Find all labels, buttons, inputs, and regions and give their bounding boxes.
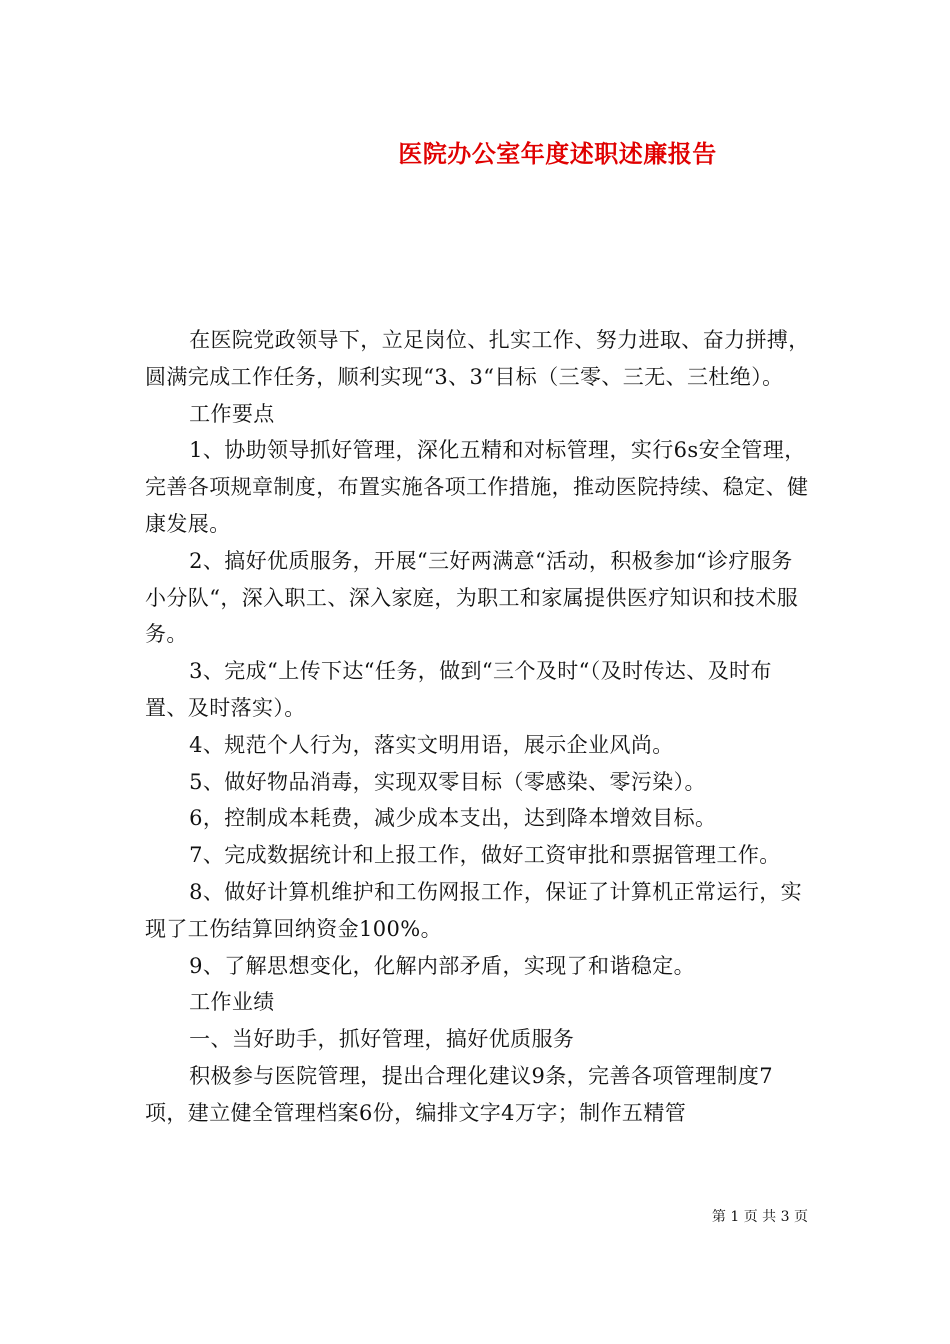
paragraph-intro: 在医院党政领导下，立足岗位、扎实工作、努力进取、奋力拼搏，圆满完成工作任务，顺利实现“3、3“目标（三零、三无、三杜绝）。 xyxy=(145,328,810,389)
paragraph-item-6: 6，控制成本耗费，减少成本支出，达到降本增效目标。 xyxy=(189,806,717,831)
section-heading-work-points: 工作要点 xyxy=(189,401,275,426)
paragraph-item-8: 8、做好计算机维护和工伤网报工作，保证了计算机正常运行，实现了工伤结算回纳资金100%。 xyxy=(145,879,803,941)
page-number: 第 1 页 共 3 页 xyxy=(711,1209,808,1225)
paragraph-item-2: 2、搞好优质服务，开展“三好两满意“活动，积极参加“诊疗服务小分队“，深入职工、深入家庭，为职工和家属提供医疗知识和技术服务。 xyxy=(145,548,799,647)
paragraph-item-4: 4、规范个人行为，落实文明用语，展示企业风尚。 xyxy=(189,732,674,757)
paragraph-item-3: 3、完成“上传下达“任务，做到“三个及时“（及时传达、及时布置、及时落实）。 xyxy=(145,659,772,720)
paragraph-item-5: 5、做好物品消毒，实现双零目标（零感染、零污染）。 xyxy=(189,769,706,794)
paragraph-item-1: 1、协助领导抓好管理，深化五精和对标管理，实行6s安全管理，完善各项规章制度，布置实施各项工作措施，推动医院持续、稳定、健康发展。 xyxy=(145,438,809,536)
subsection-heading-1: 一、当好助手，抓好管理，搞好优质服务 xyxy=(189,1027,575,1052)
paragraph-item-9: 9、了解思想变化，化解内部矛盾，实现了和谐稳定。 xyxy=(189,953,696,978)
document-title: 医院办公室年度述职述廉报告 xyxy=(398,139,717,168)
paragraph-item-7: 7、完成数据统计和上报工作，做好工资审批和票据管理工作。 xyxy=(189,843,781,868)
paragraph-achievement-detail: 积极参与医院管理，提出合理化建议9条，完善各项管理制度7项，建立健全管理档案6份，编排文字4万字；制作五精管 xyxy=(145,1063,774,1125)
section-heading-achievements: 工作业绩 xyxy=(189,990,275,1015)
document-body xyxy=(145,322,813,1132)
